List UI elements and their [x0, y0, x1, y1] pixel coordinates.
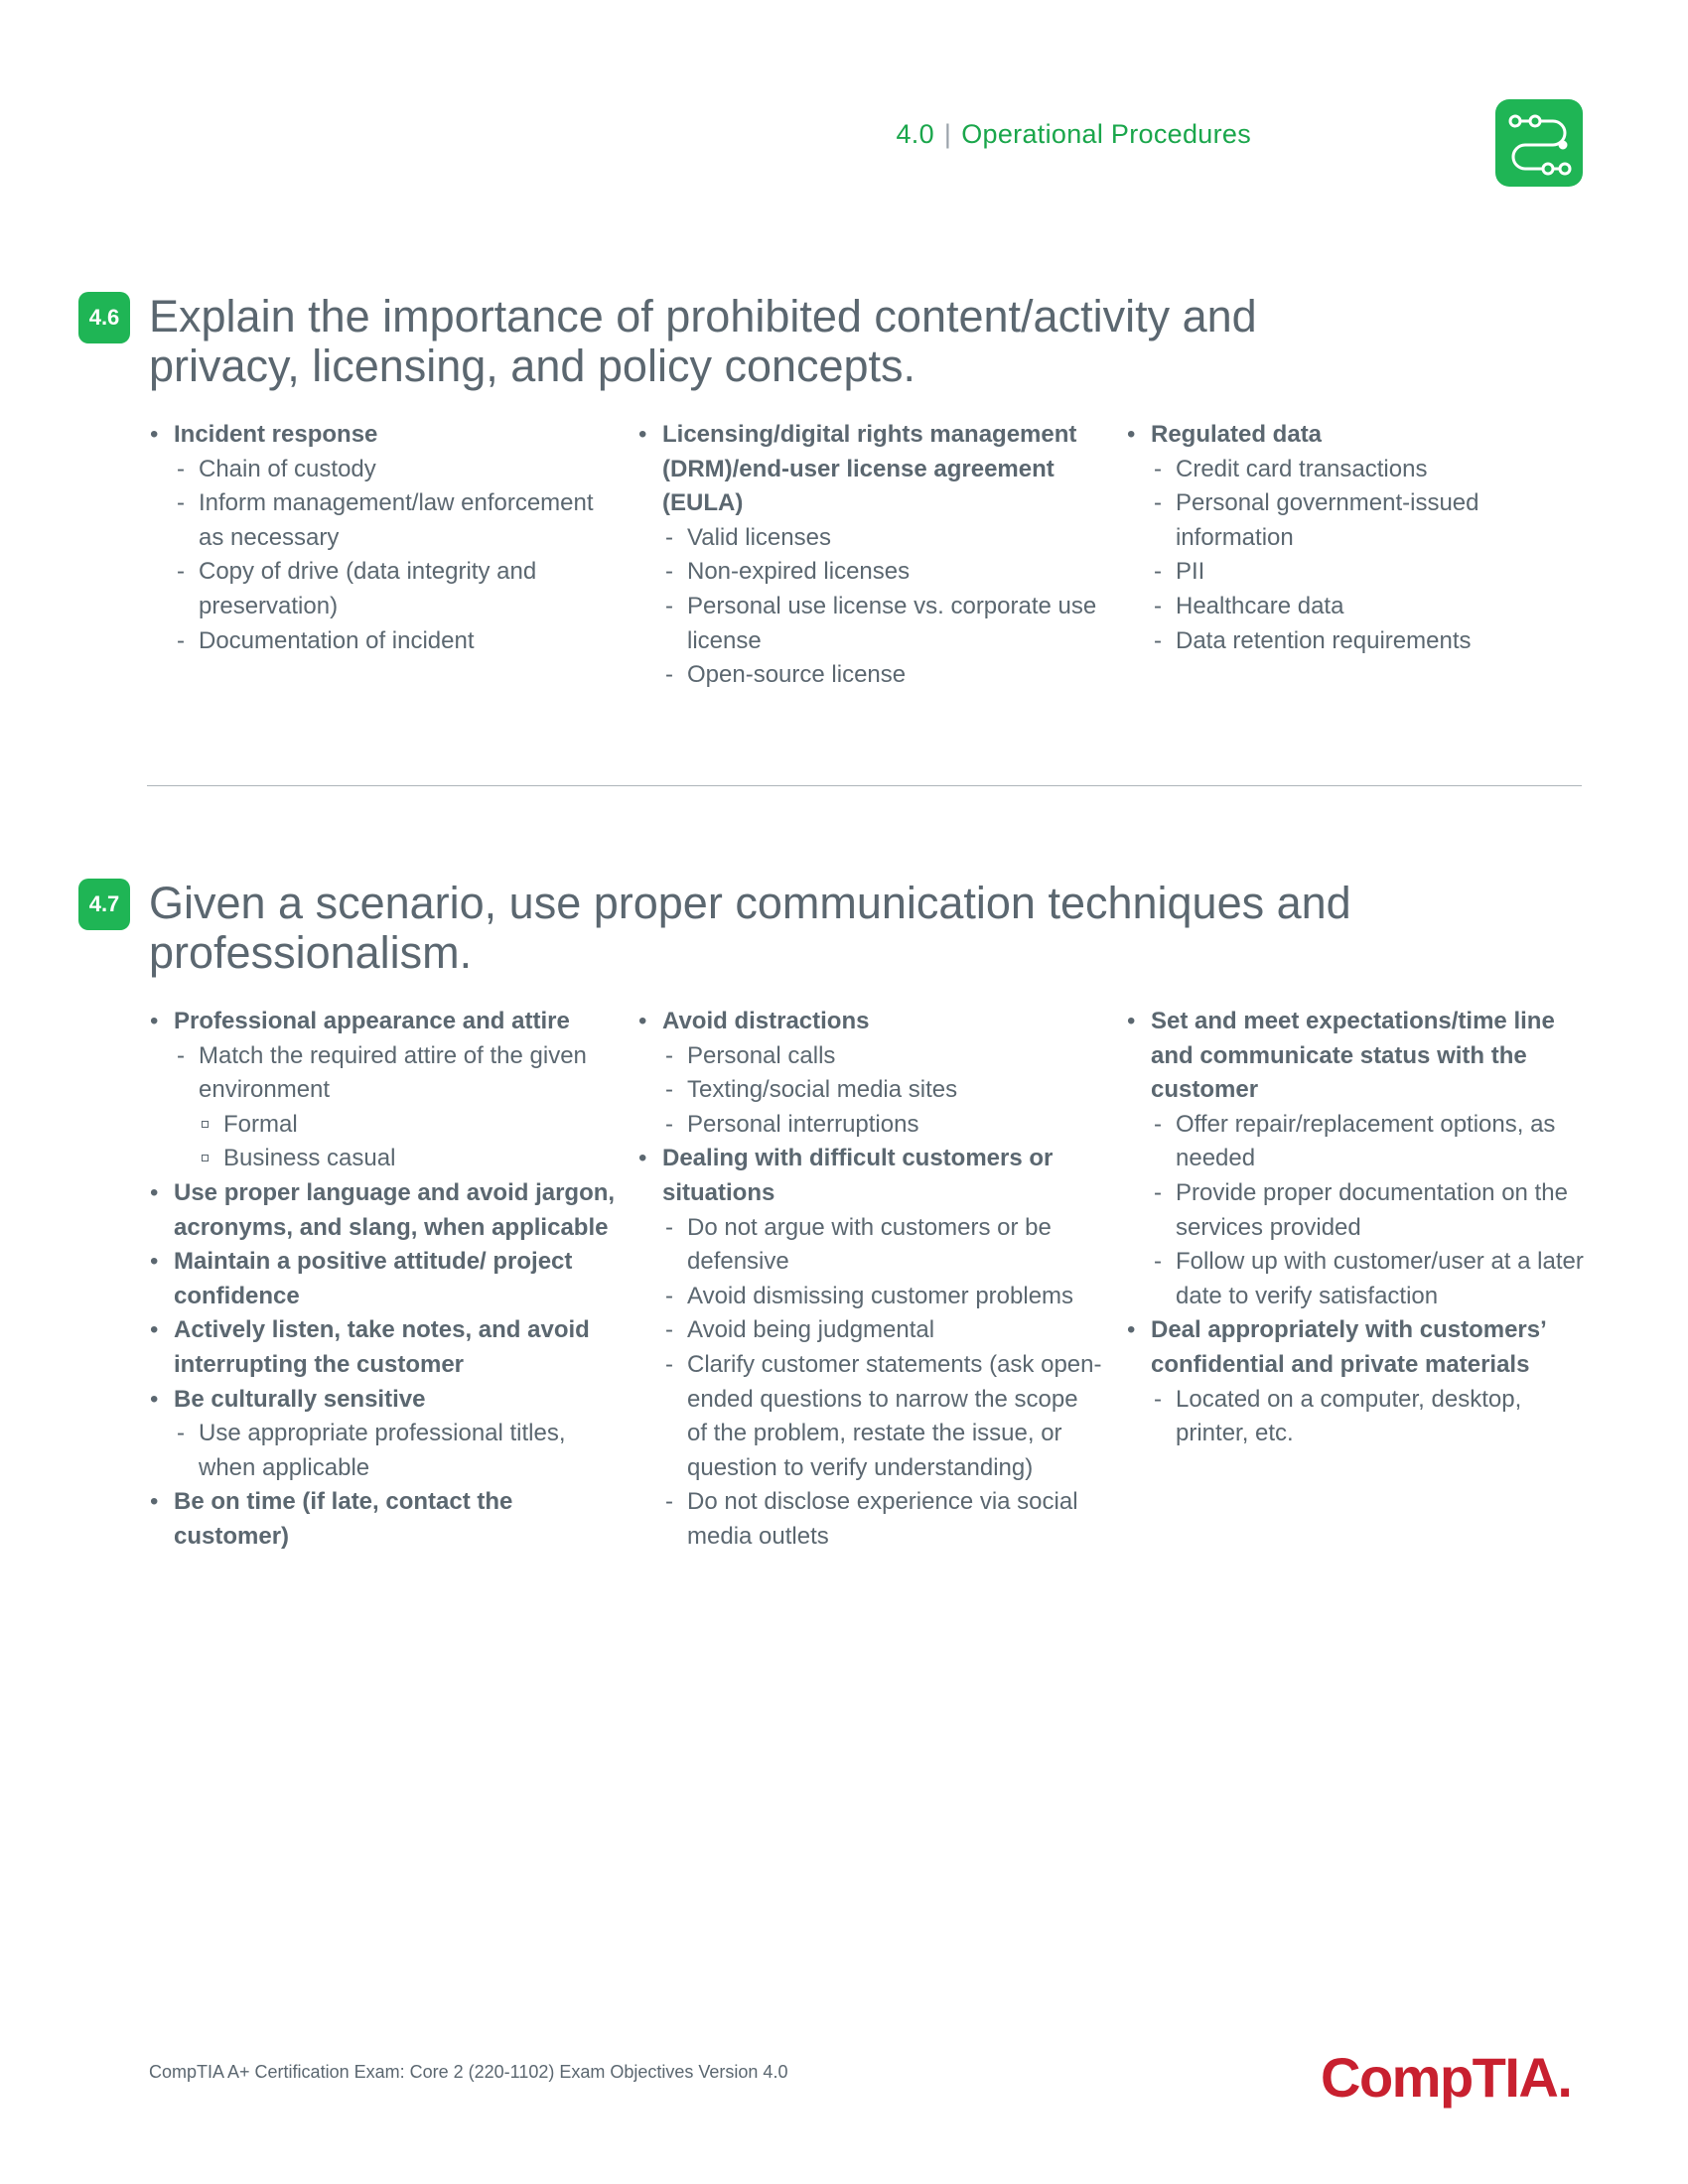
subtopic-item: - Avoid dismissing customer problems [662, 1280, 1104, 1314]
subtopic-item: - Avoid being judgmental [662, 1313, 1104, 1348]
column [637, 1005, 1104, 1555]
topic-item: • Set and meet expectations/time line and communicate status with the customer - Offer repair/replacement options, as needed - Provide proper documentation on the services provided - Follow up with customer/user at a later date to verify satisfaction [1126, 1005, 1593, 1313]
column [1126, 1005, 1593, 1451]
objective-title-line: Explain the importance of prohibited content/activity and [149, 291, 1257, 341]
column [1126, 418, 1593, 658]
subtopic-item: - PII [1151, 555, 1593, 590]
subtopic-item: - Non-expired licenses [662, 555, 1104, 590]
column [149, 1005, 616, 1555]
subtopic-item: - Personal use license vs. corporate use license [662, 590, 1104, 658]
footer-text: CompTIA A+ Certification Exam: Core 2 (220-1102) Exam Objectives Version 4.0 [149, 2062, 788, 2082]
topic-item: • Be culturally sensitive - Use appropriate professional titles, when applicable [149, 1383, 616, 1486]
objective-title-line: professionalism. [149, 927, 473, 978]
subtopic-item: - Offer repair/replacement options, as needed [1151, 1108, 1593, 1176]
topic-item: • Professional appearance and attire - Match the required attire of the given environment Formal Business casual [149, 1005, 616, 1176]
domain-header [896, 119, 1251, 150]
topic-item: • Maintain a positive attitude/ project confidence [149, 1245, 616, 1313]
subtopic-item: - Use appropriate professional titles, when applicable [174, 1417, 616, 1485]
topic-item: • Licensing/digital rights management (DRM)/end-user license agreement (EULA) - Valid licenses - Non-expired licenses - Personal use license vs. corporate use license - Open-source license [637, 418, 1104, 693]
objective-title [149, 879, 1559, 978]
topic-item: • Be on time (if late, contact the customer) [149, 1485, 616, 1554]
objective-title [149, 292, 1559, 391]
workflow-icon [1495, 99, 1583, 187]
subtopic-item: - Chain of custody [174, 453, 616, 487]
subtopic-item: - Located on a computer, desktop, printer, etc. [1151, 1383, 1593, 1451]
subtopic-item: - Healthcare data [1151, 590, 1593, 624]
objective-title-line: privacy, licensing, and policy concepts. [149, 341, 916, 391]
column [149, 418, 616, 658]
topic-item: • Use proper language and avoid jargon, acronyms, and slang, when applicable [149, 1176, 616, 1245]
subtopic-item: - Follow up with customer/user at a later date to verify satisfaction [1151, 1245, 1593, 1313]
topic-item: • Regulated data - Credit card transactions - Personal government-issued information - PII - Healthcare data - Data retention requirements [1126, 418, 1593, 658]
topic-item: • Incident response - Chain of custody - Inform management/law enforcement as necessary - Copy of drive (data integrity and preservation) - Documentation of incident [149, 418, 616, 658]
objective-number-badge: 4.6 [78, 292, 130, 343]
subtopic-item: - Personal interruptions [662, 1108, 1104, 1143]
subtopic-item: - Copy of drive (data integrity and preservation) [174, 555, 616, 623]
subtopic-item: - Clarify customer statements (ask open-ended questions to narrow the scope of the problem, restate the issue, or question to verify understanding) [662, 1348, 1104, 1485]
subtopic-item: - Credit card transactions [1151, 453, 1593, 487]
subtopic-item: - Open-source license [662, 658, 1104, 693]
objective-title-line: Given a scenario, use proper communication techniques and [149, 878, 1351, 928]
subtopic-item: - Do not disclose experience via social media outlets [662, 1485, 1104, 1554]
subtopic-item: - Match the required attire of the given environment Formal Business casual [174, 1039, 616, 1176]
subtopic-item: - Provide proper documentation on the services provided [1151, 1176, 1593, 1245]
subtopic-item: - Texting/social media sites [662, 1073, 1104, 1108]
comptia-logo: CompTIA. [1321, 2046, 1572, 2109]
column [637, 418, 1104, 693]
subtopic-item: - Personal government-issued information [1151, 486, 1593, 555]
subtopic-item: - Inform management/law enforcement as necessary [174, 486, 616, 555]
subtopic-item: - Do not argue with customers or be defensive [662, 1211, 1104, 1280]
sub-subtopic-item: Business casual [199, 1142, 616, 1176]
objective-number-badge: 4.7 [78, 879, 130, 930]
section-divider [147, 785, 1582, 786]
sub-subtopic-item: Formal [199, 1108, 616, 1143]
header-separator: | [943, 119, 952, 149]
subtopic-item: - Data retention requirements [1151, 624, 1593, 659]
topic-item: • Actively listen, take notes, and avoid interrupting the customer [149, 1313, 616, 1382]
subtopic-item: - Personal calls [662, 1039, 1104, 1074]
topic-item: • Avoid distractions - Personal calls - Texting/social media sites - Personal interruptions [637, 1005, 1104, 1142]
domain-number: 4.0 [896, 119, 934, 149]
subtopic-item: - Documentation of incident [174, 624, 616, 659]
topic-item: • Dealing with difficult customers or situations - Do not argue with customers or be defensive - Avoid dismissing customer problems - Avoid being judgmental - Clarify customer statements (ask open-ended questions to narrow the scope of the problem, restate the issue, or question to verify understanding) - Do not disclose experience via social media outlets [637, 1142, 1104, 1554]
topic-item: • Deal appropriately with customers’ confidential and private materials - Located on a computer, desktop, printer, etc. [1126, 1313, 1593, 1450]
domain-title: Operational Procedures [961, 119, 1251, 149]
subtopic-item: - Valid licenses [662, 521, 1104, 556]
